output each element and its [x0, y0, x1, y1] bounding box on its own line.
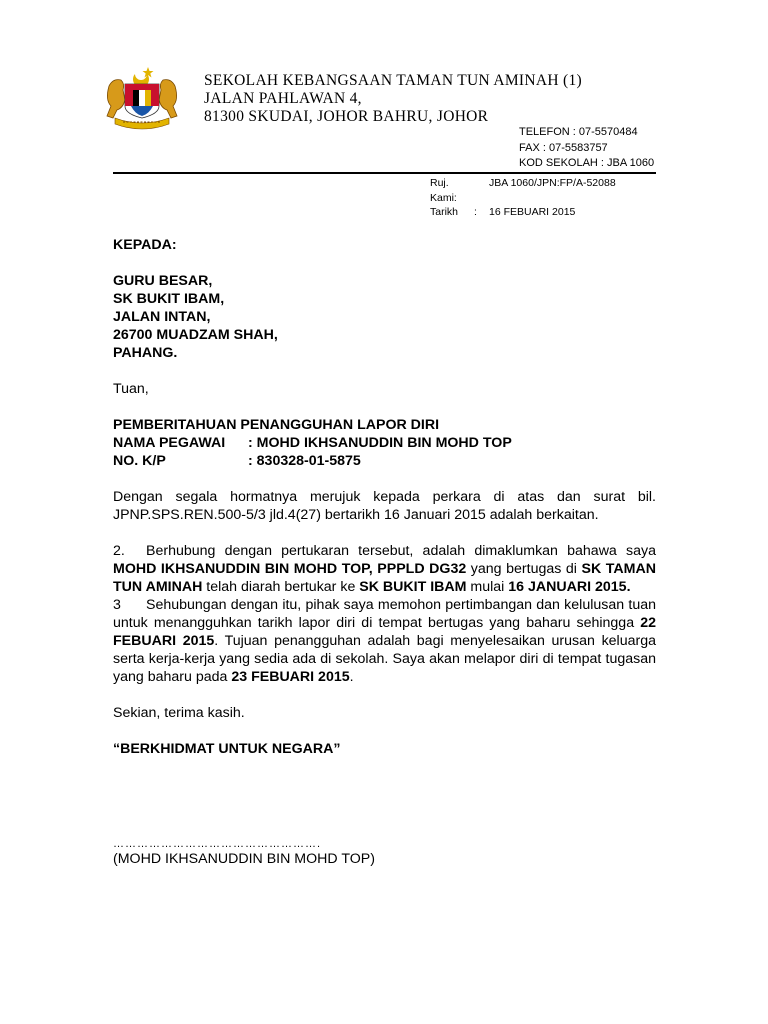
name-value: : MOHD IKHSANUDDIN BIN MOHD TOP: [248, 435, 512, 451]
recipient-line: 26700 MUADZAM SHAH,: [113, 327, 278, 343]
paragraph-number: 3: [113, 597, 121, 613]
fax: FAX : 07-5583757: [519, 141, 608, 154]
school-contacts: [519, 125, 654, 172]
school-name: SEKOLAH KEBANGSAAN TAMAN TUN AMINAH (1): [204, 72, 583, 89]
signature-line: …………………………………………….: [113, 838, 322, 850]
date-value: 16 FEBUARI 2015: [489, 206, 576, 218]
salutation: Tuan,: [113, 381, 149, 397]
reference-block: [430, 176, 616, 220]
subject-title: PEMBERITAHUAN PENANGGUHAN LAPOR DIRI: [113, 417, 440, 433]
motto: “BERKHIDMAT UNTUK NEGARA”: [113, 741, 341, 757]
recipient-address: [113, 272, 656, 362]
malaysia-coat-of-arms-icon: [103, 64, 181, 132]
ref-value: JBA 1060/JPN:FP/A-52088: [489, 177, 616, 189]
letter-body: [113, 236, 656, 868]
paragraph-3: 3 Sehubungan dengan itu, pihak saya memohon pertimbangan dan kelulusan tuan untuk menangguhkan tarikh lapor diri di tempat bertugas yang baharu sehingga 22 FEBUARI 2015. Tujuan penangguhan adalah bagi menyelesaikan urusan keluarga serta kerja-kerja yang sedia ada di sekolah. Saya akan melapor diri di tempat tugasan yang baharu pada 23 FEBUARI 2015.: [113, 597, 656, 685]
name-label: NAMA PEGAWAI: [113, 435, 226, 451]
ic-value: : 830328-01-5875: [248, 453, 361, 469]
recipient-line: PAHANG.: [113, 345, 178, 361]
subject-block: [113, 416, 656, 470]
ic-label: NO. K/P: [113, 453, 166, 469]
school-code: KOD SEKOLAH : JBA 1060: [519, 157, 655, 169]
recipient-line: SK BUKIT IBAM,: [113, 291, 225, 307]
telephone: TELEFON : 07-5570484: [519, 126, 638, 138]
paragraph-2: 2. Berhubung dengan pertukaran tersebut, adalah dimaklumkan bahawa saya MOHD IKHSANUDDIN BIN MOHD TOP, PPPLD DG32 yang bertugas di SK TAMAN TUN AMINAH telah diarah bertukar ke SK BUKIT IBAM mulai 16 JANUARI 2015.: [113, 543, 656, 595]
school-address: [204, 72, 582, 126]
recipient-line: JALAN INTAN,: [113, 309, 211, 325]
ref-label: Ruj. Kami:: [430, 177, 457, 204]
signatory-name: (MOHD IKHSANUDDIN BIN MOHD TOP): [113, 851, 375, 867]
header-divider: [113, 172, 656, 174]
closing: Sekian, terima kasih.: [113, 705, 245, 721]
recipient-heading: KEPADA:: [113, 237, 177, 253]
date-separator: :: [474, 206, 477, 218]
recipient-line: GURU BESAR,: [113, 273, 213, 289]
school-city: 81300 SKUDAI, JOHOR BAHRU, JOHOR: [204, 108, 489, 125]
paragraph-number: 2.: [113, 543, 125, 559]
paragraph-1: Dengan segala hormatnya merujuk kepada perkara di atas dan surat bil. JPNP.SPS.REN.500-5/3 jld.4(27) bertarikh 16 Januari 2015 adalah berkaitan.: [113, 489, 656, 523]
school-street: JALAN PAHLAWAN 4,: [204, 90, 362, 107]
date-label: Tarikh: [430, 206, 459, 218]
